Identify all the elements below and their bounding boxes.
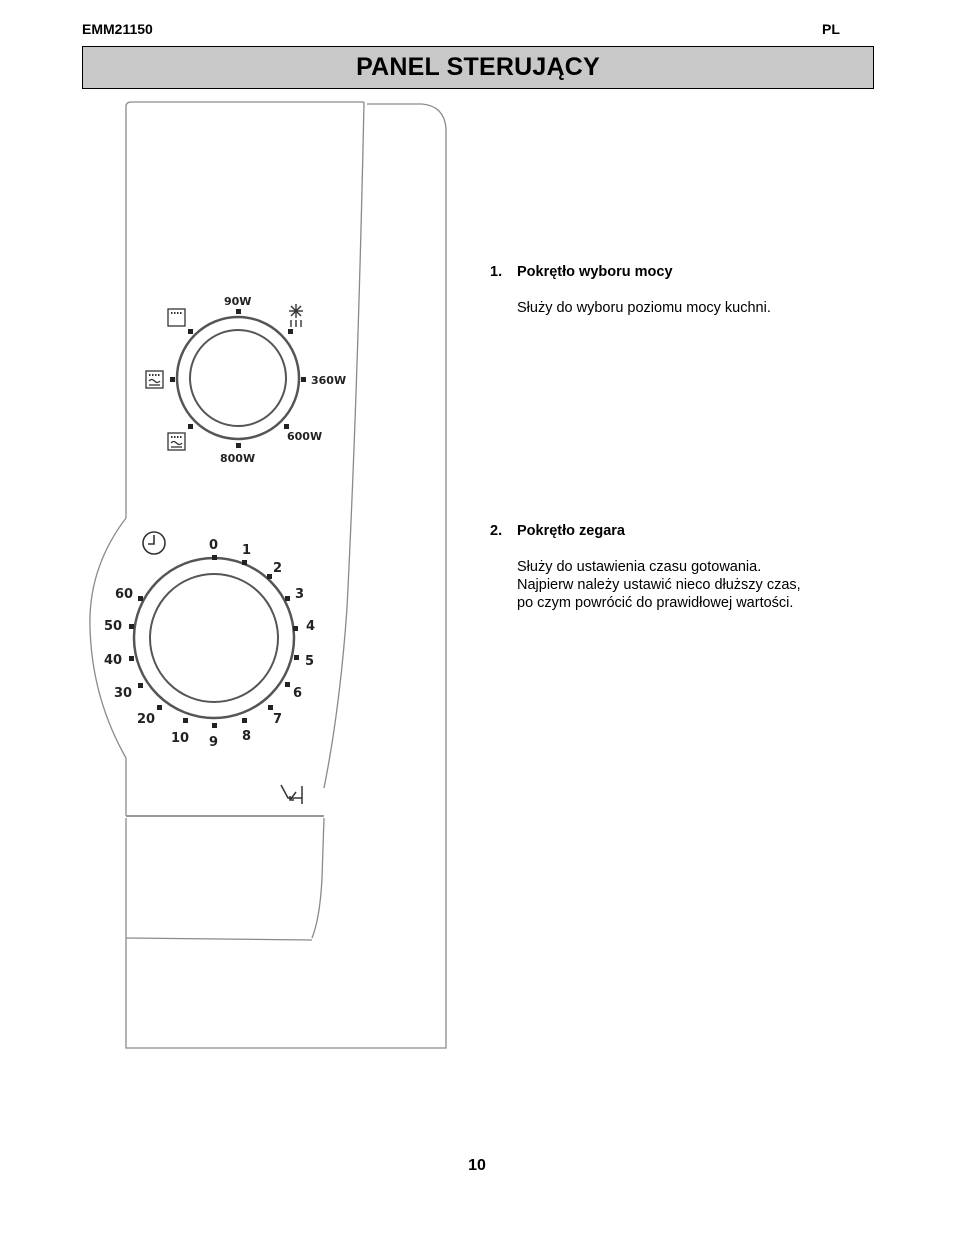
page-number: 10 — [468, 1157, 486, 1174]
timer-label-60: 60 — [115, 587, 134, 602]
timer-tick — [242, 560, 247, 565]
power-tick — [236, 309, 241, 314]
timer-label-9: 9 — [209, 735, 219, 750]
power-tick — [284, 424, 289, 429]
timer-tick — [268, 705, 273, 710]
defrost-icon — [289, 304, 303, 327]
model-number: EMM21150 — [82, 21, 153, 37]
power-tick — [188, 329, 193, 334]
page-title: PANEL STERUJĄCY — [356, 53, 600, 81]
power-label-800w: 800W — [220, 452, 256, 465]
timer-tick — [285, 596, 290, 601]
language-code: PL — [822, 21, 840, 37]
timer-label-3: 3 — [295, 587, 305, 602]
timer-label-1: 1 — [242, 543, 252, 558]
timer-tick — [285, 682, 290, 687]
power-tick — [236, 443, 241, 448]
timer-tick — [129, 624, 134, 629]
title-bar — [82, 46, 874, 89]
power-label-360w: 360W — [311, 374, 347, 387]
timer-tick — [129, 656, 134, 661]
item-heading: Pokrętło wyboru mocy — [517, 264, 673, 280]
description-line: Służy do wyboru poziomu mocy kuchni. — [517, 300, 771, 316]
timer-dial[interactable] — [134, 558, 294, 718]
timer-tick — [293, 626, 298, 631]
timer-tick — [138, 596, 143, 601]
timer-label-2: 2 — [273, 561, 283, 576]
power-tick — [188, 424, 193, 429]
grill-icon — [168, 309, 185, 326]
timer-label-10: 10 — [171, 731, 190, 746]
description-line: Najpierw należy ustawić nieco dłuższy czas, — [517, 577, 801, 593]
item-description — [517, 558, 870, 612]
power-label-600w: 600W — [287, 430, 323, 443]
door-release-icon — [281, 785, 302, 804]
item-number: 2. — [490, 523, 503, 539]
timer-tick — [294, 655, 299, 660]
item-number: 1. — [490, 264, 503, 280]
item-heading: Pokrętło zegara — [517, 523, 625, 539]
combi-grill-bottom-icon — [168, 433, 185, 450]
item-description — [517, 299, 870, 317]
timer-label-50: 50 — [104, 619, 123, 634]
timer-label-20: 20 — [137, 712, 156, 727]
description-line: Służy do ustawienia czasu gotowania. — [517, 559, 762, 575]
description-item-power-dial — [490, 263, 870, 317]
timer-tick — [212, 723, 217, 728]
timer-label-40: 40 — [104, 653, 123, 668]
timer-label-6: 6 — [293, 686, 303, 701]
timer-label-4: 4 — [306, 619, 316, 634]
power-tick — [170, 377, 175, 382]
timer-tick — [267, 574, 272, 579]
timer-tick — [157, 705, 162, 710]
power-dial[interactable] — [177, 317, 299, 439]
power-label-90w: 90W — [224, 295, 252, 308]
timer-label-5: 5 — [305, 654, 315, 669]
description-line: po czym powrócić do prawidłowej wartości. — [517, 595, 794, 611]
clock-icon — [143, 532, 165, 554]
timer-label-8: 8 — [242, 729, 252, 744]
timer-tick — [183, 718, 188, 723]
power-tick — [301, 377, 306, 382]
timer-label-30: 30 — [114, 686, 133, 701]
timer-tick — [212, 555, 217, 560]
timer-label-7: 7 — [273, 712, 283, 727]
power-tick — [288, 329, 293, 334]
control-panel-illustration — [82, 88, 457, 1058]
timer-tick — [138, 683, 143, 688]
description-item-timer-dial — [490, 522, 870, 612]
timer-label-0: 0 — [209, 538, 219, 553]
timer-tick — [242, 718, 247, 723]
combi-grill-top-icon — [146, 371, 163, 388]
